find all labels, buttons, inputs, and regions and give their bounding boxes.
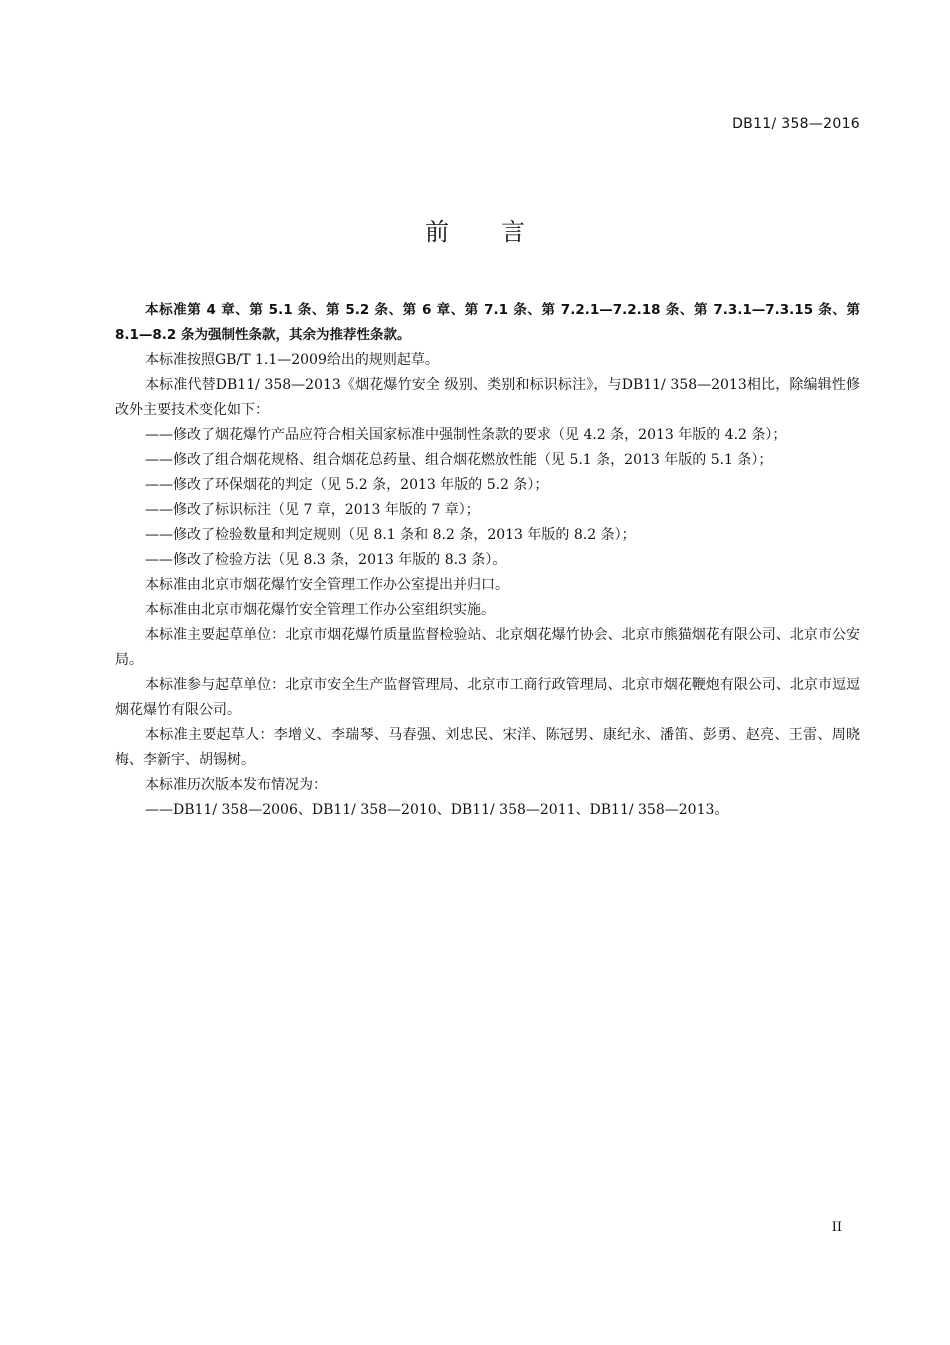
history-intro-paragraph: 本标准历次版本发布情况为： bbox=[145, 777, 327, 793]
change-item: ——修改了环保烟花的判定（见 5.2 条，2013 年版的 5.2 条）； bbox=[145, 477, 549, 493]
main-drafting-units-paragraph: 本标准主要起草单位：北京市烟花爆竹质量监督检验站、北京烟花爆竹协会、北京市熊猫烟花有限公司、北京市公安局。 bbox=[115, 627, 860, 668]
organized-by-paragraph: 本标准由北京市烟花爆竹安全管理工作办公室组织实施。 bbox=[145, 602, 495, 618]
foreword-body bbox=[115, 298, 860, 823]
history-list: ——DB11/ 358—2006、DB11/ 358—2010、DB11/ 358—2011、DB11/ 358—2013。 bbox=[145, 802, 729, 818]
proposed-by-paragraph: 本标准由北京市烟花爆竹安全管理工作办公室提出并归口。 bbox=[145, 577, 509, 593]
page-title: 前言 bbox=[425, 218, 577, 246]
change-item: ——修改了标识标注（见 7 章，2013 年版的 7 章）； bbox=[145, 502, 480, 518]
drafting-rule-paragraph: 本标准按照GB/T 1.1—2009给出的规则起草。 bbox=[145, 352, 439, 368]
participating-units-paragraph: 本标准参与起草单位：北京市安全生产监督管理局、北京市工商行政管理局、北京市烟花鞭炮有限公司、北京市逗逗烟花爆竹有限公司。 bbox=[115, 677, 860, 718]
page-number: II bbox=[831, 1220, 842, 1235]
mandatory-clause-paragraph: 本标准第 4 章、第 5.1 条、第 5.2 条、第 6 章、第 7.1 条、第 7.2.1—7.2.18 条、第 7.3.1—7.3.15 条、第 8.1—8.2 条为强制性条款，其余为推荐性条款。 bbox=[115, 302, 860, 343]
change-item: ——修改了检验方法（见 8.3 条，2013 年版的 8.3 条）。 bbox=[145, 552, 507, 568]
main-drafters-paragraph: 本标准主要起草人：李增义、李瑞琴、马春强、刘忠民、宋洋、陈冠男、康纪永、潘笛、彭勇、赵亮、王雷、周晓梅、李新宇、胡锡树。 bbox=[115, 727, 860, 768]
change-item: ——修改了组合烟花规格、组合烟花总药量、组合烟花燃放性能（见 5.1 条，2013 年版的 5.1 条）； bbox=[145, 452, 773, 468]
change-item: ——修改了检验数量和判定规则（见 8.1 条和 8.2 条，2013 年版的 8.2 条）； bbox=[145, 527, 636, 543]
change-item: ——修改了烟花爆竹产品应符合相关国家标准中强制性条款的要求（见 4.2 条，2013 年版的 4.2 条）； bbox=[145, 427, 787, 443]
standard-code: DB11/ 358—2016 bbox=[732, 116, 860, 132]
replacement-paragraph: 本标准代替DB11/ 358—2013《烟花爆竹安全 级别、类别和标识标注》，与DB11/ 358—2013相比，除编辑性修改外主要技术变化如下： bbox=[115, 377, 860, 418]
